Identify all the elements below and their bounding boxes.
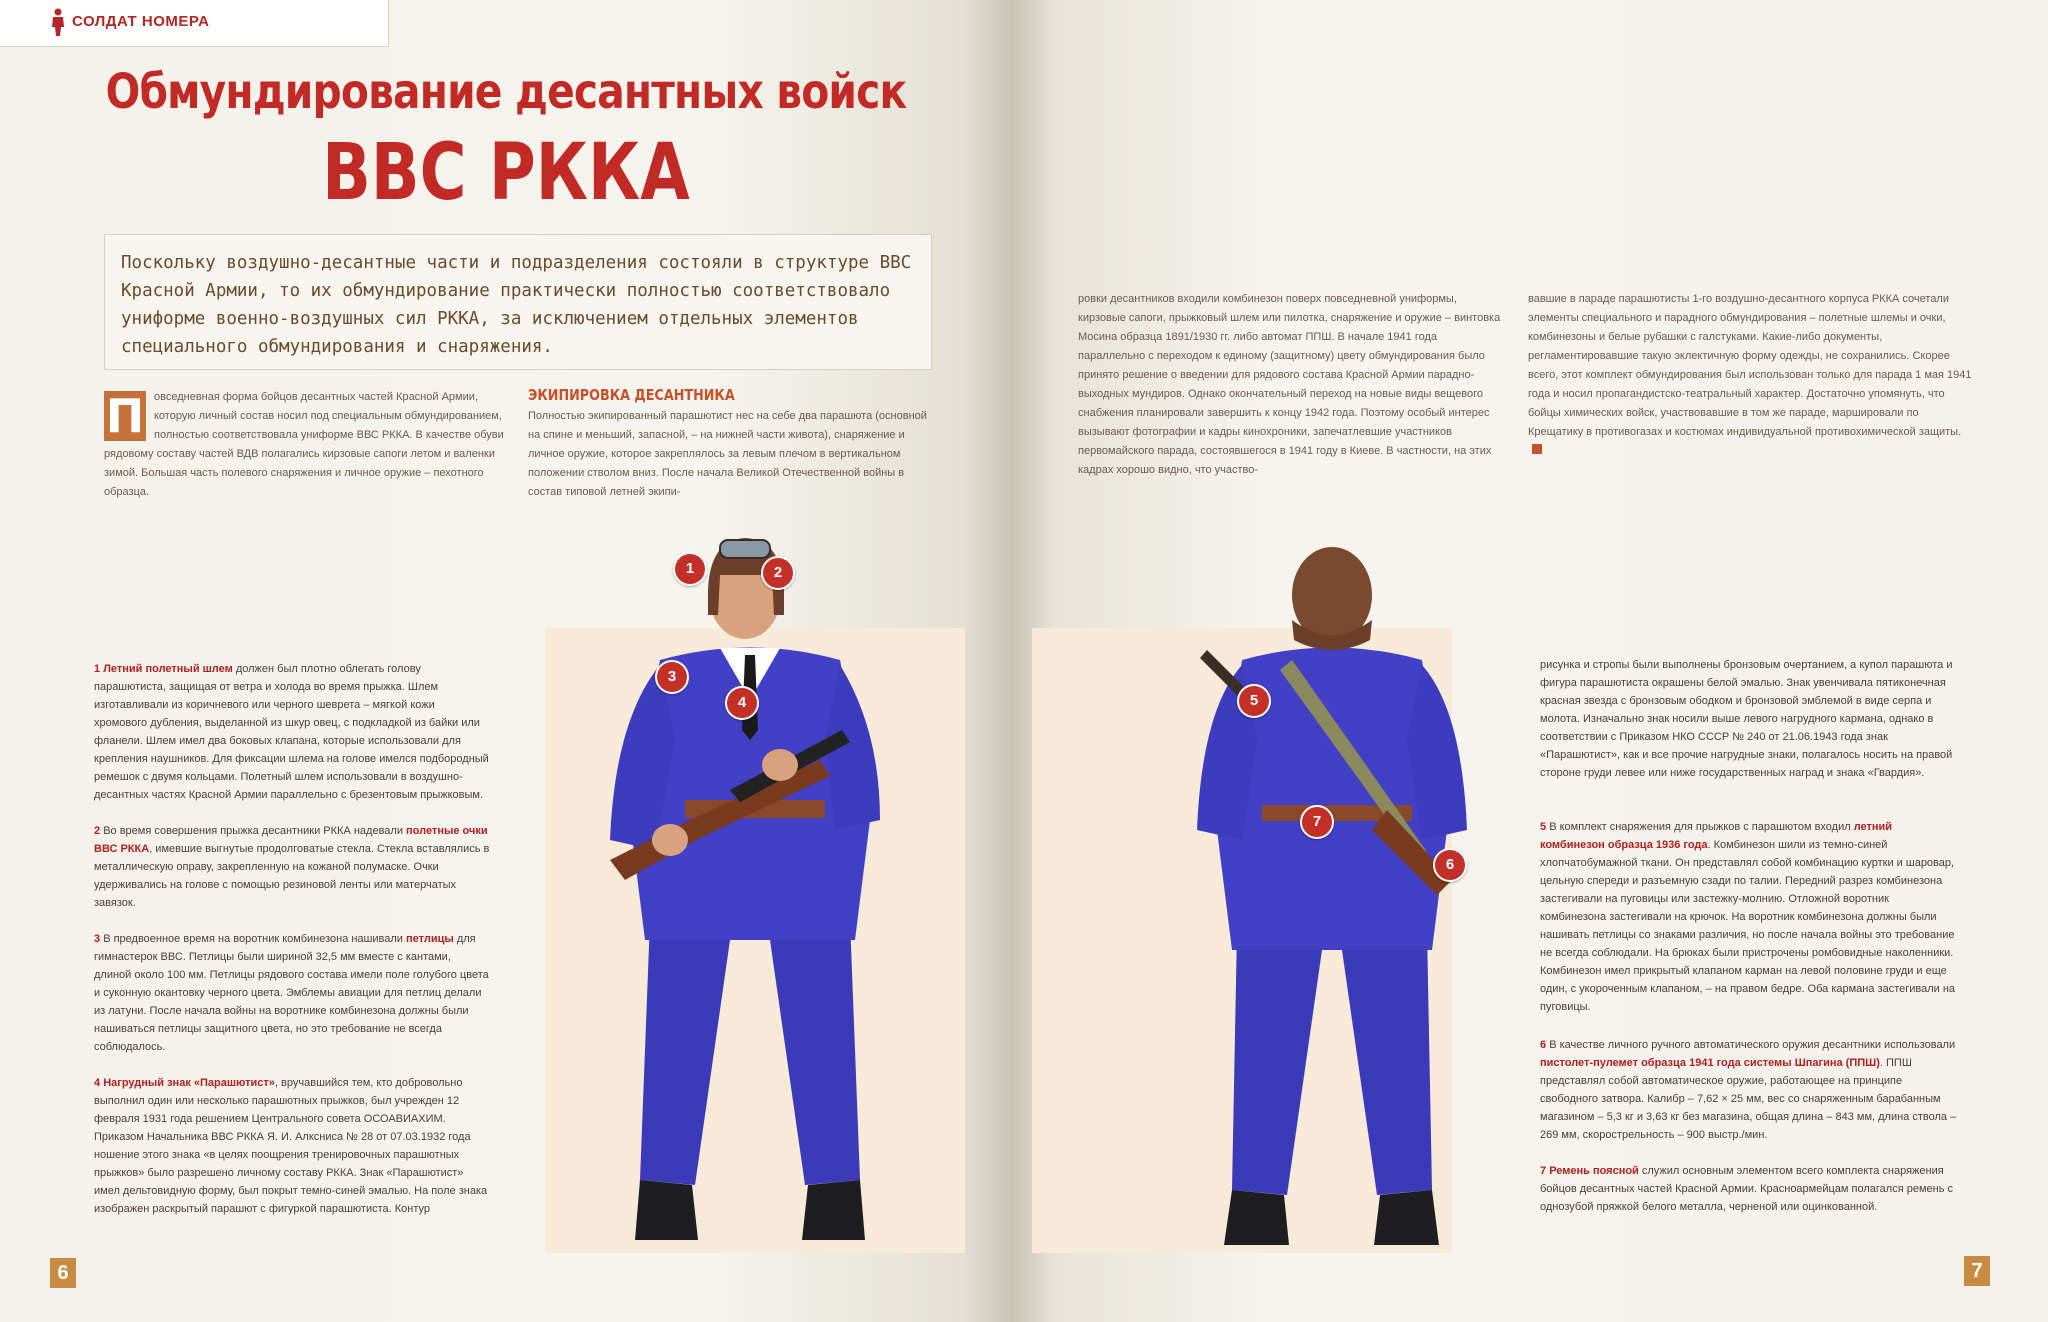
section-tab xyxy=(0,0,389,47)
note-highlight: Ремень поясной xyxy=(1549,1165,1639,1177)
note-highlight: Летний полетный шлем xyxy=(103,663,233,675)
note-5 xyxy=(1540,818,1958,1016)
paratrooper-front-illustration xyxy=(580,520,920,1260)
callout-marker: 4 xyxy=(725,686,759,720)
note-highlight: петлицы xyxy=(406,933,454,945)
section-tab-label: СОЛДАТ НОМЕРА xyxy=(72,13,210,30)
end-mark xyxy=(1532,444,1542,454)
section-heading: ЭКИПИРОВКА ДЕСАНТНИКА xyxy=(528,386,735,404)
note-6 xyxy=(1540,1036,1958,1144)
note-highlight: летний комбинезон образца 1936 года xyxy=(1540,821,1893,851)
equipment-section xyxy=(528,386,930,502)
lead-box xyxy=(104,234,932,370)
note-number: 3 xyxy=(94,933,101,945)
callout-marker: 5 xyxy=(1237,684,1271,718)
note-text: должен был плотно облегать голову парашютиста, защищая от ветра и холода во время прыжка. Шлем изготавливали из коричневого или черного шеврета – мягкой кожи хромового дубления, выделанной из шкур овец, с подкладкой из байки или фланели. Шлем имел два боковых клапана, которые использовали для крепления наушников. Для фиксации шлема на голове имелся подбородный ремешок с двумя кольцами. Полетный шлем использовали в воздушно-десантных частях Красной Армии параллельно с брезентовым прыжковым. xyxy=(94,663,489,801)
soldier-silhouette-icon xyxy=(50,8,66,36)
note-text: Во время совершения прыжка десантники РККА надевали xyxy=(103,825,407,837)
note-number: 2 xyxy=(94,825,101,837)
note-text: В комплект снаряжения для прыжков с парашютом входил xyxy=(1549,821,1854,833)
page-number-right: 7 xyxy=(1964,1256,1990,1286)
note-number: 6 xyxy=(1540,1039,1547,1051)
note-7 xyxy=(1540,1162,1958,1216)
callout-marker: 6 xyxy=(1433,848,1467,882)
intro-column xyxy=(104,388,510,502)
note-text: . ППШ представлял собой автоматическое оружие, работающее на принципе свободного затвора. Калибр – 7,62 × 25 мм, вес со снаряженным барабанным магазином – 5,3 кг и 3,63 кг без магазина, общая длина – 843 мм, длина ствола – 269 мм, скорострельность – 900 выстр./мин. xyxy=(1540,1057,1957,1141)
right-column-2 xyxy=(1528,290,1974,461)
page-title-line2: ВВС РККА xyxy=(322,128,690,218)
right-column-2-text: вавшие в параде парашютисты 1-го воздушно-десантного корпуса РККА сочетали элементы специального и парадного обмундирования – полетные шлемы и очки, комбинезоны и белые рубашки с галстуками. Какие-либо документы, регламентировавшие такую эклектичную форму одежды, не сохранились. Скорее всего, этот комплект обмундирования был использован только для парада 1 мая 1941 года и носил пропагандистско-театральный характер. Достаточно упомянуть, что бойцы химических войск, участвовавшие в том же параде, маршировали по Крещатику в противогазах и костюмах индивидуальной противохимической защиты. xyxy=(1528,293,1972,438)
paratrooper-back-illustration xyxy=(1162,530,1502,1260)
note-text: В качестве личного ручного автоматического оружия десантники использовали xyxy=(1549,1039,1956,1051)
note-number: 4 xyxy=(94,1077,101,1089)
intro-text: овседневная форма бойцов десантных частей Красной Армии, которую личный состав носил под специальным обмундированием, полностью соответствовала униформе ВВС РККА. В качестве обуви рядовому составу частей ВДВ полагались кирзовые сапоги летом и валенки зимой. Большая часть полевого снаряжения и личное оружие – пехотного образца. xyxy=(104,391,504,498)
section-text: Полностью экипированный парашютист нес на себе два парашюта (основной на спине и меньший, запасной, – на нижней части живота), снаряжение и личное оружие, которое закреплялось за левым плечом в вертикальном положении стволом вниз. После начала Великой Отечественной войны в состав типовой летней экипи- xyxy=(528,410,927,498)
note-text: В предвоенное время на воротник комбинезона нашивали xyxy=(103,933,406,945)
right-page xyxy=(1012,0,2048,1322)
note-text: , имевшие выгнутые продолговатые стекла. Стекла вставлялись в металлическую оправу, закрепленную на кожаной полумаске. Очки удерживались на голове с помощью резиновой ленты или матерчатых завязок. xyxy=(94,843,490,909)
note-4 xyxy=(94,1074,490,1218)
callout-marker: 3 xyxy=(655,660,689,694)
note-text: . Комбинезон шили из темно-синей хлопчатобумажной ткани. Он представлял собой комбинацию куртки и шаровар, цельную спереди и разъемную сзади по талии. Передний разрез комбинезона застегивали на пуговицы или застежку-молнию. Отложной воротник комбинезона застегивали на крючок. На воротник комбинезона должны были нашивать петлицы со знаками различия, но после начала войны это требование не всегда соблюдали. На брюках были пристрочены ромбовидные наколенники. Комбинезон имел прикрытый клапаном карман на левой половине груди и еще один, с укороченным клапаном, – на правом бедре. Оба кармана застегивали на пуговицы. xyxy=(1540,839,1956,1013)
callout-marker: 2 xyxy=(761,556,795,590)
lead-paragraph: Поскольку воздушно-десантные части и подразделения состояли в структуре ВВС Красной Армии, то их обмундирование практически полностью соответствовало униформе военно-воздушных сил РККА, за исключением отдельных элементов специального обмундирования и снаряжения. xyxy=(121,253,912,357)
note-text: для гимнастерок ВВС. Петлицы были шириной 32,5 мм вместе с кантами, длиной около 100 мм. Петлицы рядового состава имели поле голубого цвета и суконную окантовку черного цвета. Эмблемы авиации для петлиц делали из латуни. После начала войны на воротнике комбинезона должны были нашиваться петлицы защитного цвета, но это требование не всегда соблюдалось. xyxy=(94,933,489,1053)
callout-marker: 1 xyxy=(673,552,707,586)
note-number: 5 xyxy=(1540,821,1547,833)
note-number: 1 xyxy=(94,663,101,675)
note-text: служил основным элементом всего комплекта снаряжения бойцов десантных частей Красной Армии. Красноармейцам полагался ремень с однозубой пряжкой белого металла, черненой или оцинкованной. xyxy=(1540,1165,1953,1213)
page-number-left: 6 xyxy=(50,1258,76,1288)
page-title-line1: Обмундирование десантных войск xyxy=(105,64,907,120)
left-page xyxy=(0,0,1012,1322)
right-column-1: ровки десантников входили комбинезон поверх повседневной униформы, кирзовые сапоги, прыжковый шлем или пилотка, снаряжение и оружие – винтовка Мосина образца 1891/1930 гг. либо автомат ППШ. В начале 1941 года параллельно с переходом к единому (защитному) цвету обмундирования было принято решение о введении для рядового состава Красной Армии парадно-выходных мундиров. Однако окончательный переход на новые виды вещевого снабжения планировали завершить к концу 1942 года. Поэтому особый интерес вызывают фотографии и кадры кинохроники, запечатлевшие участников первомайского парада, состоявшегося в 1941 году в Киеве. В частности, на этих кадрах хорошо видно, что участво- xyxy=(1078,293,1501,476)
callout-marker: 7 xyxy=(1300,805,1334,839)
note-text: , вручавшийся тем, кто добровольно выполнил один или несколько парашютных прыжков, был учрежден 12 февраля 1931 года решением Центрального совета ОСОАВИАХИМ. Приказом Начальника ВВС РККА Я. И. Алксниса № 28 от 07.03.1932 года ношение этого знака «в целях поощрения тренировочных парашютных прыжков» было разрешено личному составу РККА. Знак «Парашютист» имел дельтовидную форму, был покрыт темно-синей эмалью. На поле знака изображен раскрытый парашют с фигуркой парашютиста. Контур xyxy=(94,1077,488,1215)
note-3 xyxy=(94,930,490,1056)
note-2 xyxy=(94,822,490,912)
note-1 xyxy=(94,660,490,804)
note-highlight: пистолет-пулемет образца 1941 года системы Шпагина (ППШ) xyxy=(1540,1057,1880,1069)
note-text: рисунка и стропы были выполнены бронзовым очертанием, а купол парашюта и фигура парашютиста окрашены белой эмалью. Знак увенчивала пятиконечная красная звезда с бронзовым ободком и бронзовой эмблемой в виде серпа и молота. Изначально знак носили выше левого нагрудного кармана, однако в соответствии с Приказом НКО СССР № 240 от 21.06.1943 года знак «Парашютист», как и все прочие нагрудные знаки, полагалось носить на правой стороне груди левее или ниже государственных наград и знака «Гвардия». xyxy=(1540,659,1953,779)
note-4-continued xyxy=(1540,656,1958,782)
note-highlight: Нагрудный знак «Парашютист» xyxy=(103,1077,275,1089)
dropcap: П xyxy=(105,389,145,443)
note-highlight: полетные очки ВВС РККА xyxy=(94,825,488,855)
note-number: 7 xyxy=(1540,1165,1547,1177)
